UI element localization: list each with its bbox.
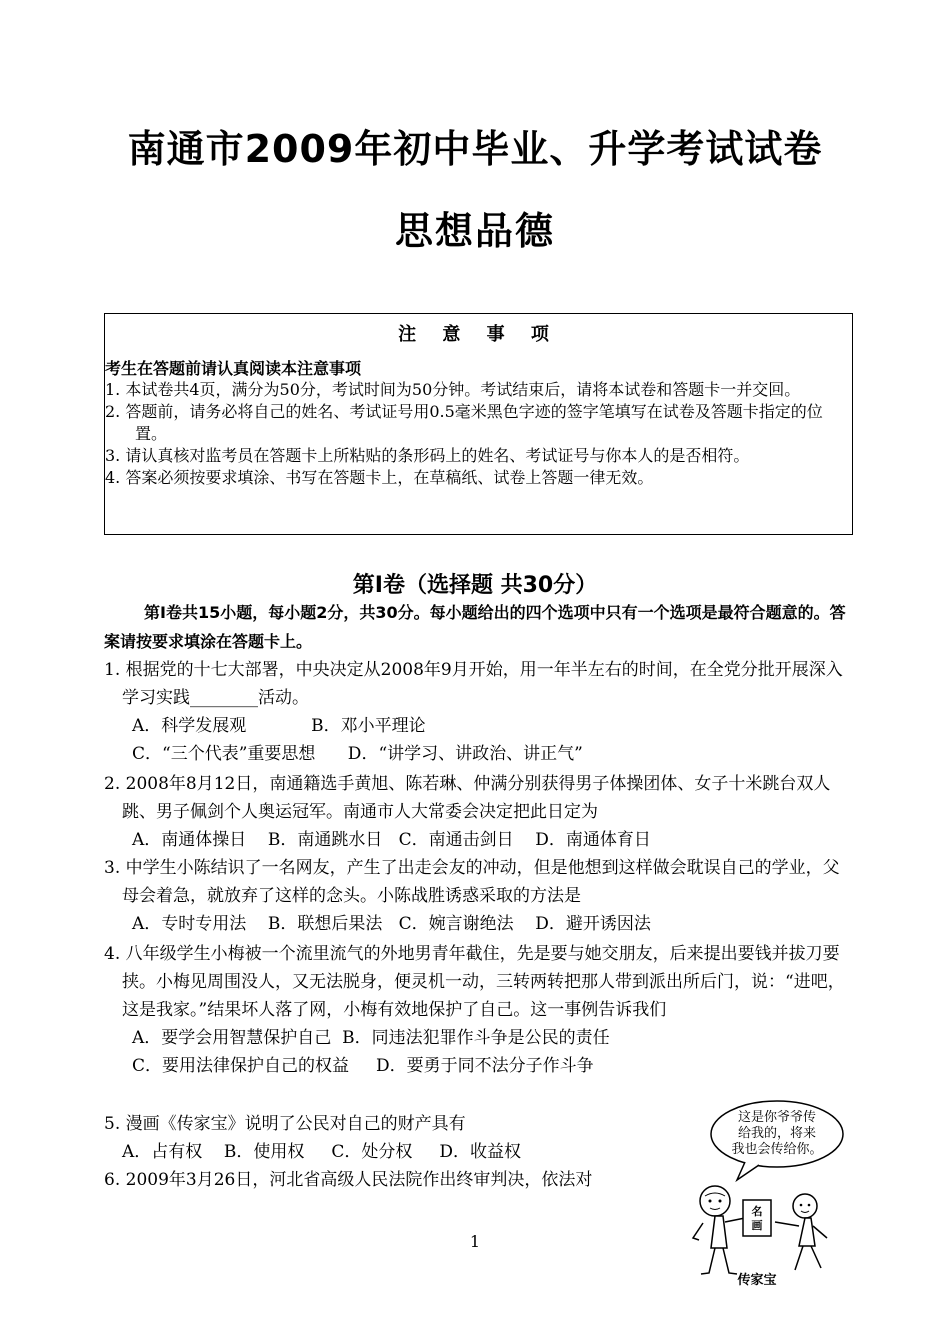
cartoon-caption: 传家宝 (737, 1273, 777, 1288)
question-options: C．要用法律保护自己的权益 D．要勇于同不法分子作斗争 (132, 1056, 594, 1076)
notice-heading: 注 意 事 项 (398, 324, 559, 345)
notice-item: 4. 答案必须按要求填涂、书写在答题卡上，在草稿纸、试卷上答题一律无效。 (105, 468, 654, 487)
question (104, 854, 849, 938)
notice-item: 1. 本试卷共4页，满分为50分，考试时间为50分钟。考试结束后，请将本试卷和答题卡一并交回。 (105, 380, 801, 399)
question-stem: 3. 中学生小陈结识了一名网友，产生了出走会友的冲动，但是他想到这样做会耽误自己的学业，父母会着急，就放弃了这样的念头。小陈战胜诱惑采取的方法是 (104, 858, 840, 906)
question-stem: 2. 2008年8月12日，南通籍选手黄旭、陈若琳、仲满分别获得男子体操团体、女子十米跳台双人跳、男子佩剑个人奥运冠军。南通市人大常委会决定把此日定为 (104, 774, 831, 822)
question-options: A．科学发展观 B．邓小平理论 (132, 716, 426, 736)
painting-label: 画 (751, 1219, 763, 1232)
speech-line: 我也会传给你。 (731, 1142, 823, 1157)
question (104, 1166, 664, 1194)
question (104, 770, 849, 854)
notice-item: 3. 请认真核对监考员在答题卡上所粘贴的条形码上的姓名、考试证号与你本人的是否相符。 (105, 446, 750, 465)
question (104, 940, 849, 1080)
cartoon-heirloom (675, 1098, 850, 1288)
speech-line: 给我的，将来 (737, 1126, 817, 1141)
question-options: A．南通体操日 B．南通跳水日 C．南通击剑日 D．南通体育日 (132, 830, 651, 850)
subject-title: 思想品德 (394, 209, 555, 253)
question-stem: 1. 根据党的十七大部署，中央决定从2008年9月开始，用一年半左右的时间，在全党分批开展深入学习实践________活动。 (104, 660, 843, 708)
question-options: A．专时专用法 B．联想后果法 C．婉言谢绝法 D．避开诱因法 (132, 914, 651, 934)
question-options: A．占有权 B．使用权 C．处分权 D．收益权 (122, 1142, 522, 1162)
section-intro: 第Ⅰ卷共15小题，每小题2分，共30分。每小题给出的四个选项中只有一个选项是最符合题意的。答案请按要求填涂在答题卡上。 (104, 603, 846, 651)
question (104, 656, 849, 768)
painting-label: 名 (751, 1205, 763, 1218)
speech-line: 这是你爷爷传 (737, 1110, 817, 1125)
question-stem: 6. 2009年3月26日，河北省高级人民法院作出终审判决，依法对 (104, 1170, 593, 1190)
question-stem: 4. 八年级学生小梅被一个流里流气的外地男青年截住，先是要与她交朋友，后来提出要钱并拔刀要挟。小梅见周围没人，又无法脱身，便灵机一动，三转两转把那人带到派出所后门，说：“进吧，这是我家。”结果坏人落了网，小梅有效地保护了自己。这一事例告诉我们 (104, 944, 845, 1020)
question-stem: 5. 漫画《传家宝》说明了公民对自己的财产具有 (104, 1114, 466, 1134)
page-number: 1 (469, 1232, 481, 1251)
exam-title: 南通市2009年初中毕业、升学考试试卷 (127, 127, 823, 171)
question-options: A．要学会用智慧保护自己 B．同违法犯罪作斗争是公民的责任 (132, 1028, 610, 1048)
question-options: C．“三个代表”重要思想 D．“讲学习、讲政治、讲正气” (132, 744, 583, 764)
section-title: 第Ⅰ卷（选择题 共30分） (352, 573, 598, 598)
notice-item: 2. 答题前，请务必将自己的姓名、考试证号用0.5毫米黑色字迹的签字笔填写在试卷及答题卡指定的位置。 (105, 402, 823, 443)
notice-subheading: 考生在答题前请认真阅读本注意事项 (105, 359, 362, 378)
notice-box (104, 313, 853, 535)
question (104, 1110, 664, 1166)
cartoon-drawing (675, 1098, 850, 1288)
